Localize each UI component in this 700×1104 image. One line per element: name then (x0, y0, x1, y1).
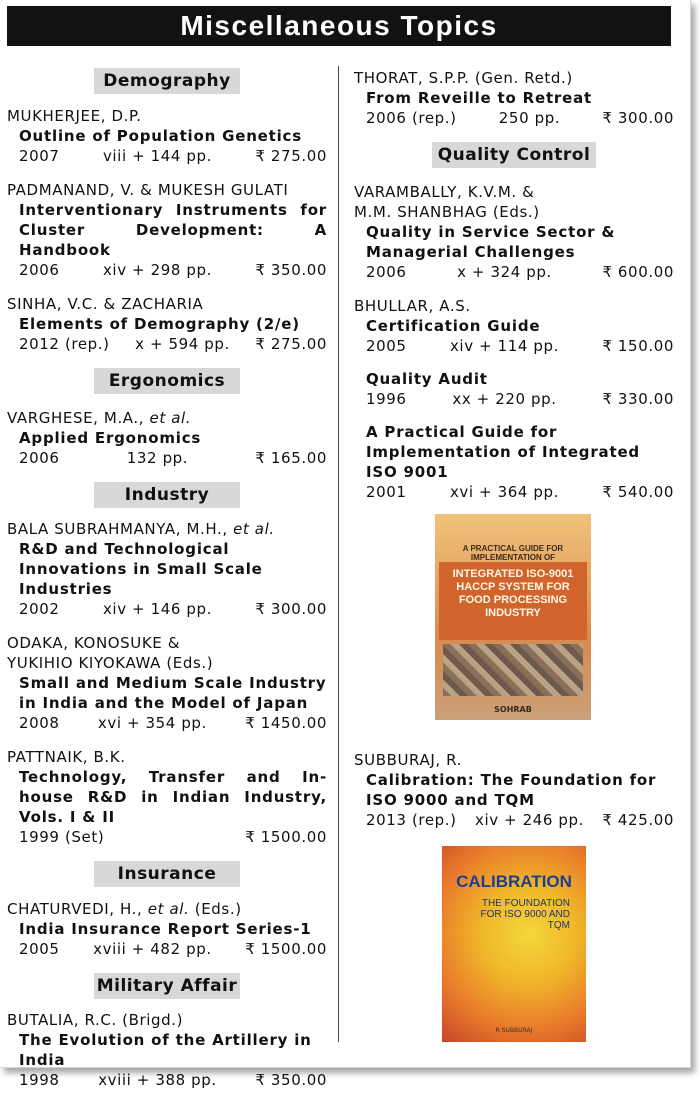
book-pages: x + 594 pp. (135, 335, 230, 353)
book-author (7, 408, 327, 428)
author-name: CHATURVEDI, H., (7, 900, 143, 918)
book-price: ₹ 1450.00 (245, 714, 327, 732)
book-year: 1999 (Set) (19, 828, 105, 846)
book-author: PADMANAND, V. & MUKESH GULATI (7, 181, 289, 199)
book-info (7, 260, 327, 280)
book-info (354, 810, 674, 830)
book-entry (7, 294, 327, 354)
book-year: 2006 (rep.) (366, 109, 457, 127)
section-heading-quality-control: Quality Control (432, 142, 596, 168)
book-info (354, 262, 674, 282)
book-entry (354, 68, 674, 128)
book-info (7, 713, 327, 733)
book-year: 2013 (rep.) (366, 811, 457, 829)
author-et-al: et al. (147, 900, 190, 918)
book-title: Outline of Population Genetics (19, 127, 302, 145)
book-entry (7, 1010, 327, 1090)
author-name: BALA SUBRAHMANYA, M.H., (7, 520, 228, 538)
right-column (354, 68, 674, 1042)
book-pages: x + 324 pp. (457, 263, 552, 281)
book-pages: xvi + 364 pp. (449, 483, 559, 501)
book-title: Elements of Demography (2/e) (19, 315, 300, 333)
book-year: 2007 (19, 147, 60, 165)
book-info (7, 939, 327, 959)
book-author: SUBBURAJ, R. (354, 751, 462, 769)
book-pages: xviii + 388 pp. (98, 1071, 217, 1089)
book-title: Interventionary Instruments for Cluster Development: A Handbook (19, 201, 327, 259)
book-price: ₹ 350.00 (255, 261, 327, 279)
book-entry (7, 519, 327, 619)
book-year: 2001 (366, 483, 407, 501)
book-entry (354, 182, 674, 282)
book-title: Certification Guide (366, 317, 541, 335)
book-price: ₹ 275.00 (255, 335, 327, 353)
book-info (7, 599, 327, 619)
book-author: BHULLAR, A.S. (354, 297, 471, 315)
book-pages (104, 827, 245, 847)
section-heading-military-affair: Military Affair (94, 973, 240, 999)
book-price: ₹ 425.00 (602, 811, 674, 829)
book-info (7, 827, 327, 847)
cover-subtitle-text: THE FOUNDATION FOR ISO 9000 AND TQM (480, 898, 570, 931)
book-info (354, 389, 674, 409)
book-entry (7, 106, 327, 166)
book-info (354, 108, 674, 128)
book-title: Small and Medium Scale Industry in India and the Model of Japan (19, 674, 327, 712)
book-year: 2006 (19, 261, 60, 279)
book-info (7, 448, 327, 468)
section-heading-ergonomics: Ergonomics (94, 368, 240, 394)
book-title: R&D and Technological Innovations in Small Scale Industries (19, 540, 263, 598)
book-info (7, 334, 327, 354)
book-year: 2006 (19, 449, 60, 467)
cover-photo (443, 644, 583, 696)
book-year: 1996 (366, 390, 407, 408)
book-year: 2005 (19, 940, 60, 958)
book-entry (7, 180, 327, 280)
book-entry (354, 296, 674, 356)
book-author: THORAT, S.P.P. (Gen. Retd.) (354, 69, 573, 87)
cover-title-text: INTEGRATED ISO-9001 HACCP SYSTEM FOR FOOD PROCESSING INDUSTRY (439, 562, 587, 640)
column-divider (338, 66, 339, 1042)
book-pages: xx + 220 pp. (452, 390, 557, 408)
book-info (354, 336, 674, 356)
book-pages: xiv + 114 pp. (449, 337, 559, 355)
book-year: 2005 (366, 337, 407, 355)
book-author: MUKHERJEE, D.P. (7, 107, 142, 125)
book-title: Applied Ergonomics (19, 429, 202, 447)
book-price: ₹ 1500.00 (245, 940, 327, 958)
author-et-al: et al. (233, 520, 275, 538)
book-entry (354, 750, 674, 830)
book-price: ₹ 150.00 (602, 337, 674, 355)
book-title: A Practical Guide for Implementation of Integrated ISO 9001 (366, 423, 640, 481)
book-pages: viii + 144 pp. (102, 147, 213, 165)
book-author: ODAKA, KONOSUKE & (7, 634, 181, 652)
book-title: Technology, Transfer and In-house R&D in Indian Industry, Vols. I & II (19, 768, 327, 826)
book-year: 2008 (19, 714, 60, 732)
book-author (7, 899, 327, 919)
book-pages: xiv + 146 pp. (102, 600, 212, 618)
book-year: 2006 (366, 263, 407, 281)
book-entry (7, 408, 327, 468)
book-title: Calibration: The Foundation for ISO 9000 and TQM (366, 771, 657, 809)
section-heading-industry: Industry (94, 482, 240, 508)
book-price: ₹ 330.00 (602, 390, 674, 408)
book-author: PATTNAIK, B.K. (7, 748, 126, 766)
section-heading-insurance: Insurance (94, 861, 240, 887)
book-year: 1998 (19, 1071, 60, 1089)
book-title: India Insurance Report Series-1 (19, 920, 312, 938)
author-eds: (Eds.) (194, 900, 242, 918)
book-price: ₹ 165.00 (255, 449, 327, 467)
cover-author-text: R SUBBURAJ (495, 1027, 533, 1034)
book-price: ₹ 300.00 (602, 109, 674, 127)
cover-author-text: SOHRAB (494, 705, 532, 714)
book-info (7, 146, 327, 166)
section-heading-demography: Demography (94, 68, 240, 94)
book-entry (354, 369, 674, 409)
book-year: 2002 (19, 600, 60, 618)
author-name: VARGHESE, M.A., (7, 409, 145, 427)
book-title: Quality in Service Sector & Managerial Challenges (366, 223, 616, 261)
cover-top-text: A PRACTICAL GUIDE FOR IMPLEMENTATION OF (462, 544, 564, 562)
book-pages: 132 pp. (126, 449, 189, 467)
book-title: Quality Audit (366, 370, 488, 388)
book-author: YUKIHIO KIYOKAWA (Eds.) (7, 654, 214, 672)
book-price: ₹ 1500.00 (245, 828, 327, 846)
book-title: From Reveille to Retreat (366, 89, 592, 107)
book-year: 2012 (rep.) (19, 335, 110, 353)
left-column (7, 58, 327, 1104)
cover-title-text: CALIBRATION (456, 872, 572, 891)
book-entry (7, 899, 327, 959)
book-info (7, 1070, 327, 1090)
book-entry (354, 422, 674, 502)
book-price: ₹ 540.00 (602, 483, 674, 501)
page-title: Miscellaneous Topics (7, 6, 671, 46)
book-price: ₹ 600.00 (602, 263, 674, 281)
book-pages: xvi + 354 pp. (97, 714, 207, 732)
book-entry (7, 747, 327, 847)
book-author (7, 519, 327, 539)
book-author: M.M. SHANBHAG (Eds.) (354, 203, 540, 221)
book-price: ₹ 275.00 (255, 147, 327, 165)
book-author: VARAMBALLY, K.V.M. & (354, 183, 535, 201)
author-et-al: et al. (149, 409, 192, 427)
book-pages: 250 pp. (498, 109, 561, 127)
book-price: ₹ 300.00 (255, 600, 327, 618)
book-cover-image (442, 846, 586, 1042)
book-pages: xviii + 482 pp. (93, 940, 212, 958)
book-pages: xiv + 298 pp. (102, 261, 212, 279)
book-title: The Evolution of the Artillery in India (19, 1031, 312, 1069)
book-entry (7, 633, 327, 733)
book-info (354, 482, 674, 502)
book-cover-image (435, 514, 591, 720)
book-author: BUTALIA, R.C. (Brigd.) (7, 1011, 184, 1029)
book-pages: xiv + 246 pp. (474, 811, 585, 829)
book-price: ₹ 350.00 (255, 1071, 327, 1089)
book-author: SINHA, V.C. & ZACHARIA (7, 295, 204, 313)
